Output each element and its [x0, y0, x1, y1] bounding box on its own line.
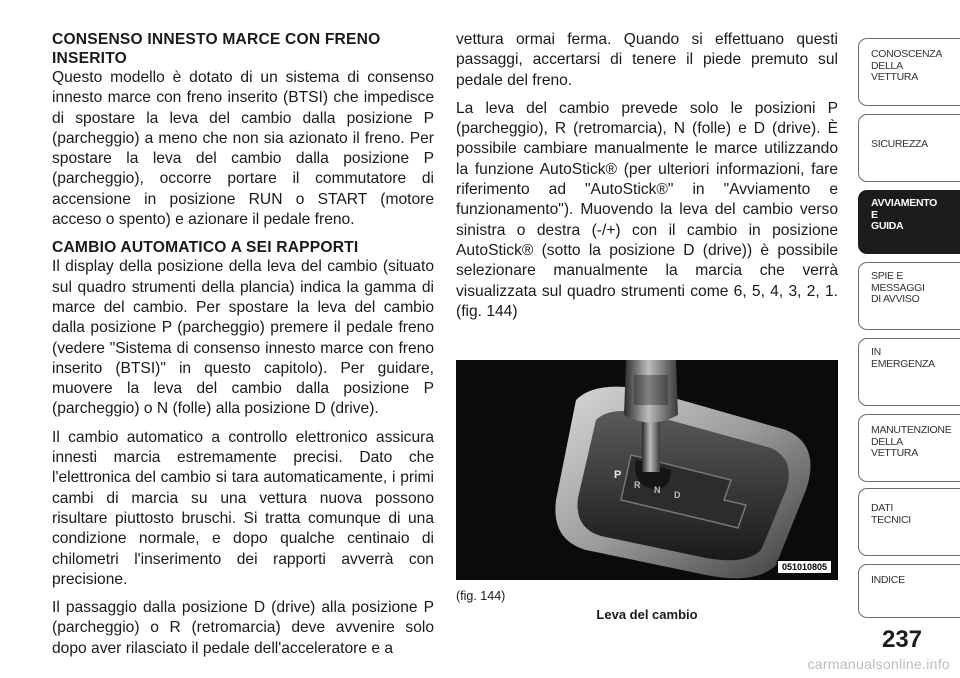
paragraph: Questo modello è dotato di un sistema di consenso innesto marce con freno inserito (BTSI) che impedisce di spostare la leva del cambio dalla posizione P (parcheggio) a meno che non sia azionato il freno. Per spostare la leva del cambio dalla posizione P (parcheggio), occorre portare il commutatore di accensione in posizione RUN o START (motore acceso o spento) e azionare il pedale freno. [52, 69, 434, 229]
paragraph: La leva del cambio prevede solo le posizioni P (parcheggio), R (retromarcia), N (folle) e D (drive). È possibile cambiare manualmente le marce utilizzando la funzione AutoStick® (per ulteriori informazioni, fare riferimento ad "AutoStick®" in "Avviamento e funzionamento"). Muovendo la leva del cambio verso sinistra o destra (-/+) con il cambio in posizione AutoStick® (sotto la posizione D (drive)) è possibile selezionare manualmente la marcia che verrà visualizzata sul quadro strumenti come 6, 5, 4, 3, 2, 1. (fig. 144) [456, 99, 838, 320]
tab-label: MANUTENZIONE DELLA VETTURA [871, 424, 952, 459]
page-number: 237 [881, 626, 923, 653]
tab-indice[interactable] [858, 564, 960, 618]
heading-btsi: CONSENSO INNESTO MARCE CON FRENO INSERITO [52, 31, 381, 67]
paragraph: Il display della posizione della leva del cambio (situato sul quadro strumenti della plancia) indica la gamma di marce del cambio. Per spostare la leva del cambio dalla posizione P (parcheggio) premere il pedale freno (vedere "Sistema di consenso innesto marce con freno inserito (BTSI)" in questo capitolo). Per guidare, muovere la leva del cambio dalla posizione P (parcheggio) o N (folle) alla posizione D (drive). [52, 258, 434, 418]
tab-label: SPIE E MESSAGGI DI AVVISO [871, 270, 925, 305]
tab-dati-tecnici[interactable] [858, 488, 960, 556]
tab-label: DATI TECNICI [871, 502, 911, 526]
tab-avviamento-active[interactable] [858, 190, 960, 254]
figure-number: (fig. 144) [456, 589, 506, 603]
gate-letter-r: R [634, 480, 641, 490]
heading-six-speed: CAMBIO AUTOMATICO A SEI RAPPORTI [52, 239, 359, 257]
figure-code: 051010805 [777, 560, 832, 574]
tab-sicurezza[interactable] [858, 114, 960, 182]
gate-letter-d: D [674, 490, 681, 500]
gear-lever-figure [456, 360, 838, 580]
tab-manutenzione[interactable] [858, 414, 960, 482]
tab-label: AVVIAMENTO E GUIDA [871, 197, 938, 232]
tab-label: IN EMERGENZA [871, 346, 935, 370]
figure-caption: Leva del cambio [596, 607, 698, 622]
paragraph: Il passaggio dalla posizione D (drive) alla posizione P (parcheggio) o R (retromarcia) deve avvenire solo dopo aver rilasciato il pedale dell'acceleratore e a [52, 599, 434, 657]
paragraph: Il cambio automatico a controllo elettronico assicura innesti marcia estremamente precisi. Dato che l'elettronica del cambio si tara automaticamente, i primi cambi di marcia su una vettura nuova possono risultare piuttosto bruschi. Si tratta comunque di una condizione normale, e dopo qualche centinaio di chilometri l'inserimento dei rapporti avverrà con precisione. [52, 428, 434, 588]
tab-spie[interactable] [858, 262, 960, 330]
chapter-sidebar [858, 0, 960, 678]
paragraph: vettura ormai ferma. Quando si effettuano questi passaggi, accertarsi di tenere il piede premuto sul pedale del freno. [456, 31, 838, 89]
left-column [52, 30, 434, 667]
tab-label: CONOSCENZA DELLA VETTURA [871, 48, 943, 83]
tab-conoscenza[interactable] [858, 38, 960, 106]
watermark: carmanualsonline.info [807, 656, 950, 672]
right-column [456, 30, 838, 330]
tab-label: SICUREZZA [871, 138, 928, 150]
tab-emergenza[interactable] [858, 338, 960, 406]
tab-label: INDICE [871, 574, 905, 586]
gate-letter-n: N [654, 485, 661, 495]
gate-letter-p: P [614, 469, 622, 481]
gear-lever-illustration [456, 360, 838, 580]
